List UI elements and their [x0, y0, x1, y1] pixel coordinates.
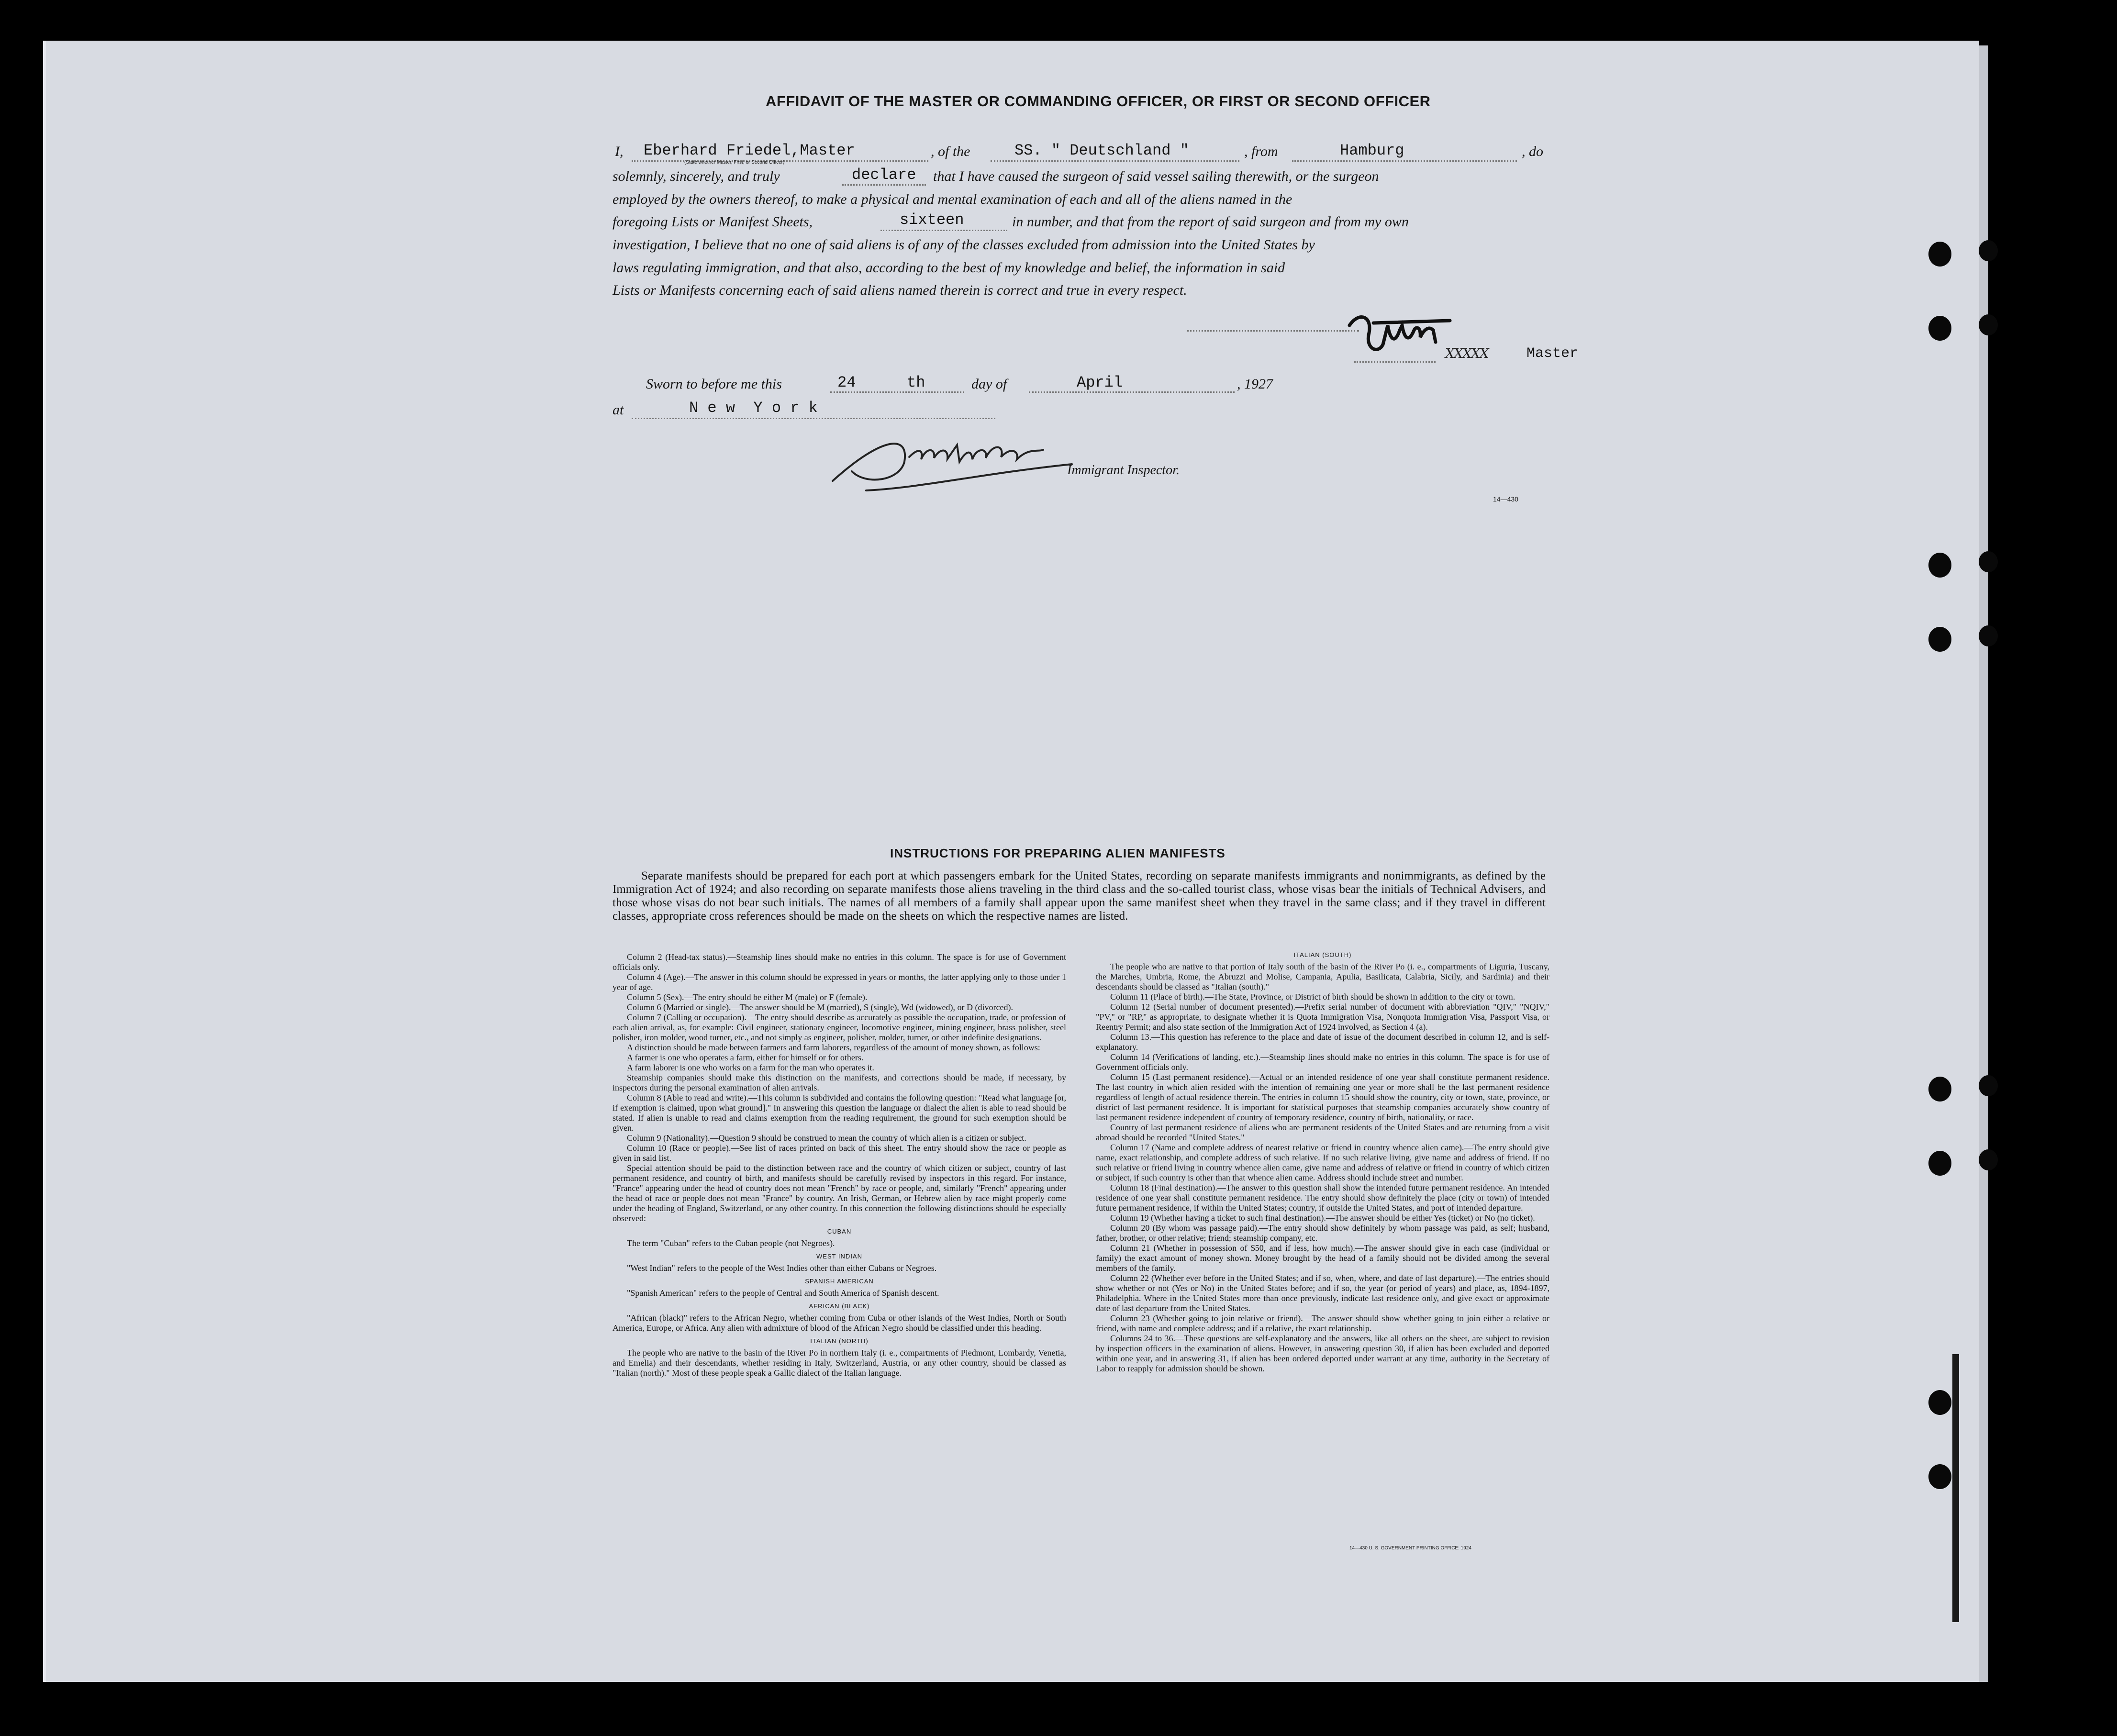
- instructions-left-column: [613, 952, 1066, 1378]
- affidavit-text: solemnly, sincerely, and truly: [613, 168, 780, 184]
- of-the-label: , of the: [931, 144, 970, 159]
- affidavit-text: in number, and that from the report of said surgeon and from my own: [1012, 214, 1409, 230]
- ship-name-value: SS. " Deutschland ": [1014, 142, 1189, 159]
- instructions-title: INSTRUCTIONS FOR PREPARING ALIEN MANIFESTS: [890, 846, 1226, 860]
- signature-underline: [1187, 330, 1359, 332]
- pronoun: I,: [615, 144, 624, 159]
- instruction-paragraph: The people who are native to that portion of Italy south of the basin of the River Po (i. e., compartments of Liguria, Tuscany, the Marches, Umbria, Rome, the Abruzzi and Molise, Campania, Apulia, Basilicata, Calabria, Sicily, and Sardinia) and their descendants should be classed as "Italian (south).": [1096, 962, 1549, 991]
- instruction-paragraph: Column 17 (Name and complete address of nearest relative or friend in country whence alien came).—The entry should give name, exact relationship, and complete address of such relative. If no such relative living, give name and address of friend. If no such relative or friend living in country whence alien came, give name and address of relative or friend in country of which citizen or subject, if such country is other than that whence alien came. Address should include street and number.: [1096, 1143, 1549, 1182]
- instruction-paragraph: Column 11 (Place of birth).—The State, Province, or District of birth should be shown in addition to the city or town.: [1110, 992, 1515, 1002]
- punch-hole: [1928, 1464, 1951, 1489]
- from-label: , from: [1244, 144, 1278, 159]
- affidavit-title: AFFIDAVIT OF THE MASTER OR COMMANDING OFFICER, OR FIRST OR SECOND OFFICER: [766, 93, 1431, 110]
- section-heading-spanish-american: SPANISH AMERICAN: [805, 1278, 874, 1285]
- place-underline: [632, 418, 995, 419]
- declare-value: declare: [852, 166, 916, 184]
- section-heading-african: AFRICAN (BLACK): [809, 1302, 870, 1310]
- sworn-day-suffix: th: [907, 374, 925, 391]
- instruction-paragraph: Column 14 (Verifications of landing, etc.).—Steamship lines should make no entries in this column. The space is for use of Government officials only.: [1096, 1052, 1549, 1072]
- affidavit-text: employed by the owners thereof, to make a physical and mental examination of each and all of the aliens named in the: [613, 191, 1292, 207]
- instruction-paragraph: A farmer is one who operates a farm, either for himself or for others.: [627, 1053, 864, 1062]
- punch-hole: [1928, 1077, 1951, 1102]
- instruction-paragraph: The term "Cuban" refers to the Cuban people (not Negroes).: [627, 1238, 835, 1248]
- section-heading-italian-south: ITALIAN (SOUTH): [1293, 951, 1352, 958]
- instruction-paragraph: Column 7 (Calling or occupation).—The entry should describe as accurately as possible the occupation, trade, or profession of each alien arrival, as, for example: Civil engineer, stationary engineer, locomotive engineer, mining engineer, brass polisher, steel polisher, iron molder, wood turner, etc., and not simply as engineer, polisher, molder, turner, or other indefinite designations.: [613, 1013, 1066, 1042]
- instruction-paragraph: "West Indian" refers to the people of the West Indies other than either Cubans or Negroes.: [627, 1263, 937, 1273]
- instruction-paragraph: Column 22 (Whether ever before in the United States; and if so, when, where, and date of last departure).—The entries should show whether or not (Yes or No) in the United States before; and if so, the year (or period of years) and place, as, 1894-1897, Philadelphia. Where in the United States more than once previously, indicate last residence only, and give exact or approximate date of last departure from the United States.: [1096, 1273, 1549, 1313]
- affidavit-text: foregoing Lists or Manifest Sheets,: [613, 214, 813, 230]
- day-underline: [830, 391, 964, 393]
- count-underline: [880, 230, 1007, 231]
- struck-title-mark: XXXXX: [1445, 345, 1488, 361]
- punch-hole: [1928, 627, 1951, 652]
- punch-hole: [1928, 242, 1951, 267]
- instruction-paragraph: Column 12 (Serial number of document presented).—Prefix serial number of document with abbreviation "QIV," "NQIV," "PV," or "RP," as appropriate, to designate whether it is Quota Immigration Visa, Nonquota Immigration Visa, Passport Visa, or Reentry Permit; and also state section of the Immigration Act of 1924 involved, as Section 4 (a).: [1096, 1002, 1549, 1032]
- instruction-paragraph: Column 20 (By whom was passage paid).—The entry should show definitely by whom passage was paid, as self; husband, father, brother, or other relative; friend; steamship company, etc.: [1096, 1223, 1549, 1243]
- instructions-intro: Separate manifests should be prepared for each port at which passengers embark for the United States, recording on separate manifests immigrants and nonimmigrants, as defined by the Immigration Act of 1924; and also recording on separate manifests those aliens traveling in the third class and the so-called tourist class, whose visas bear the initials of Technical Advisers, and those whose visas do not bear such initials. The names of all members of a family shall appear upon the same manifest sheet when they travel in the same class; and if they travel in different classes, appropriate cross references should be made on the sheets on which the respective names are listed.: [613, 869, 1546, 923]
- section-heading-italian-north: ITALIAN (NORTH): [810, 1337, 869, 1345]
- affidavit-text: that I have caused the surgeon of said vessel sailing therewith, or the surgeon: [933, 168, 1379, 184]
- instruction-paragraph: Column 13.—This question has reference to the place and date of issue of the document described in column 12, and is self-explanatory.: [1096, 1032, 1549, 1052]
- signature-underline: [1354, 361, 1436, 363]
- instruction-paragraph: Column 19 (Whether having a ticket to such final destination).—The answer should be either Yes (ticket) or No (no ticket).: [1110, 1213, 1535, 1223]
- punch-hole: [1979, 625, 1998, 646]
- instruction-paragraph: Column 9 (Nationality).—Question 9 should be construed to mean the country of which alien is a citizen or subject.: [627, 1133, 1026, 1143]
- printing-office-footer: 14—430 U. S. GOVERNMENT PRINTING OFFICE: 1924: [1349, 1546, 1471, 1551]
- do-label: , do: [1522, 144, 1543, 159]
- affidavit-text: Lists or Manifests concerning each of said aliens named therein is correct and true in every respect.: [613, 282, 1187, 298]
- instruction-paragraph: Column 2 (Head-tax status).—Steamship lines should make no entries in this column. The space is for use of Government officials only.: [613, 952, 1066, 972]
- inspector-label: Immigrant Inspector.: [1067, 463, 1180, 478]
- instruction-paragraph: Column 6 (Married or single).—The answer should be M (married), S (single), Wd (widowed), or D (divorced).: [627, 1002, 1013, 1012]
- sworn-month-value: April: [1077, 374, 1123, 391]
- day-of-label: day of: [971, 376, 1007, 392]
- punch-hole: [1928, 1390, 1951, 1415]
- instruction-paragraph: Column 5 (Sex).—The entry should be either M (male) or F (female).: [627, 992, 868, 1002]
- sworn-place-value: N e w Y o r k: [689, 399, 818, 417]
- punch-hole: [1979, 1075, 1998, 1096]
- port-underline: [1292, 160, 1517, 162]
- instruction-paragraph: Column 18 (Final destination).—The answer to this question shall show the intended future permanent residence. An intended residence of one year shall constitute permanent residence. The entry should show definitely the place (city or town) of intended future permanent residence, if within the United States; country, if outside the United States, and port of intended departure.: [1096, 1183, 1549, 1213]
- officer-name-value: Eberhard Friedel,Master: [644, 142, 855, 159]
- instruction-paragraph: Country of last permanent residence of aliens who are permanent residents of the United States and are returning from a visit abroad should be recorded "United States.": [1096, 1123, 1549, 1142]
- instructions-right-column: [1096, 950, 1549, 1374]
- instruction-paragraph: A distinction should be made between farmers and farm laborers, regardless of the amount of money shown, as follows:: [627, 1043, 1040, 1052]
- month-underline: [1029, 391, 1235, 393]
- section-heading-cuban: CUBAN: [827, 1228, 852, 1235]
- punch-hole: [1979, 551, 1998, 572]
- instruction-paragraph: Column 10 (Race or people).—See list of races printed on back of this sheet. The entry should show the race or people as given in said list.: [613, 1143, 1066, 1163]
- instruction-paragraph: Column 8 (Able to read and write).—This column is subdivided and contains the following question: "Read what language [or, if exemption is claimed, upon what ground]." In answering this question the language or dialect the alien is able to read should be stated. If alien is unable to read and claims exemption from the reading requirement, the ground for such exemption should be given.: [613, 1093, 1066, 1133]
- punch-hole: [1979, 1149, 1998, 1170]
- punch-hole: [1979, 314, 1998, 335]
- section-heading-west-indian: WEST INDIAN: [816, 1253, 862, 1260]
- instruction-paragraph: Special attention should be paid to the distinction between race and the country of which citizen or subject, country of last permanent residence, and country of birth, and manifests should be carefully revised by inspectors in this regard. For instance, "France" appearing under the head of country does not mean "French" by race or people, and, similarly "French" appearing under the head of race or people does not mean "France" by country. An Irish, German, or Hebrew alien by race might properly come under the heading of England, Switzerland, or any other country. In this connection the following distinctions should be especially observed:: [613, 1163, 1066, 1223]
- instruction-paragraph: Columns 24 to 36.—These questions are self-explanatory and the answers, like all others on the sheet, are subject to revision by inspection officers in the examination of aliens. However, in answering question 30, if alien has been excluded and deported within one year, and in answering 31, if alien has been ordered deported under warrant at any time, authority in the Secretary of Labor to reapply for admission should be shown.: [1096, 1334, 1549, 1373]
- instruction-paragraph: Column 23 (Whether going to join relative or friend).—The answer should show whether going to join either a relative or friend, with name and complete address; and if a relative, the exact relationship.: [1096, 1313, 1549, 1333]
- instruction-paragraph: Column 21 (Whether in possession of $50, and if less, how much).—The answer should give in each case (individual or family) the exact amount of money shown. Money brought by the head of a family should not be divided among the several members of the family.: [1096, 1243, 1549, 1273]
- port-value: Hamburg: [1340, 142, 1404, 159]
- sworn-text: Sworn to before me this: [646, 376, 782, 392]
- instruction-paragraph: "African (black)" refers to the African Negro, whether coming from Cuba or other islands of the West Indies, North or South America, Europe, or Africa. Any alien with admixture of blood of the African Negro should be classified under this heading.: [613, 1313, 1066, 1333]
- sworn-year-value: , 1927: [1237, 376, 1273, 392]
- officer-rank-hint: (State whether Master, First, or Second Officer): [684, 160, 785, 165]
- affidavit-text: investigation, I believe that no one of said aliens is of any of the classes excluded from admission into the United States by: [613, 237, 1315, 253]
- declare-underline: [842, 184, 926, 186]
- instruction-paragraph: The people who are native to the basin of the River Po in northern Italy (i. e., compartments of Piedmont, Lombardy, Venetia, and Emelia) and their descendants, whether residing in Italy, Switzerland, Austria, or any other country, should be classed as "Italian (north)." Most of these people speak a Gallic dialect of the Italian language.: [613, 1348, 1066, 1378]
- punch-hole: [1928, 1151, 1951, 1176]
- sworn-day-value: 24: [837, 374, 856, 391]
- punch-hole: [1928, 316, 1951, 341]
- punch-hole: [1928, 553, 1951, 578]
- affidavit-form-number: 14—430: [1493, 495, 1518, 503]
- affidavit-text: laws regulating immigration, and that also, according to the best of my knowledge and belief, the information in said: [613, 260, 1285, 276]
- instruction-paragraph: A farm laborer is one who works on a farm for the man who operates it.: [627, 1063, 874, 1072]
- instruction-paragraph: "Spanish American" refers to the people of Central and South America of Spanish descent.: [627, 1288, 939, 1298]
- sheet-count-value: sixteen: [900, 211, 964, 229]
- instruction-paragraph: Column 15 (Last permanent residence).—Actual or an intended residence of one year shall constitute permanent residence. The last country in which alien resided with the intention of remaining one year or more shall be the last permanent residence regardless of length of actual residence therein. The entries in column 15 should show the country, city or town, state, province, or district of last permanent residence. It is important for statistical purposes that steamship companies accurately show country of last permanent residence independent of country of temporary residence, country of birth, nationality, or race.: [1096, 1072, 1549, 1122]
- punch-hole: [1979, 240, 1998, 261]
- signature-title: Master: [1526, 345, 1579, 362]
- instruction-paragraph: Steamship companies should make this distinction on the manifests, and corrections should be made, if necessary, by inspectors during the personal examination of alien arrivals.: [613, 1073, 1066, 1092]
- at-label: at: [613, 402, 624, 418]
- ship-underline: [991, 160, 1239, 162]
- binding-edge: [1952, 1354, 1959, 1622]
- instruction-paragraph: Column 4 (Age).—The answer in this column should be expressed in years or months, the latter applying only to those under 1 year of age.: [613, 972, 1066, 992]
